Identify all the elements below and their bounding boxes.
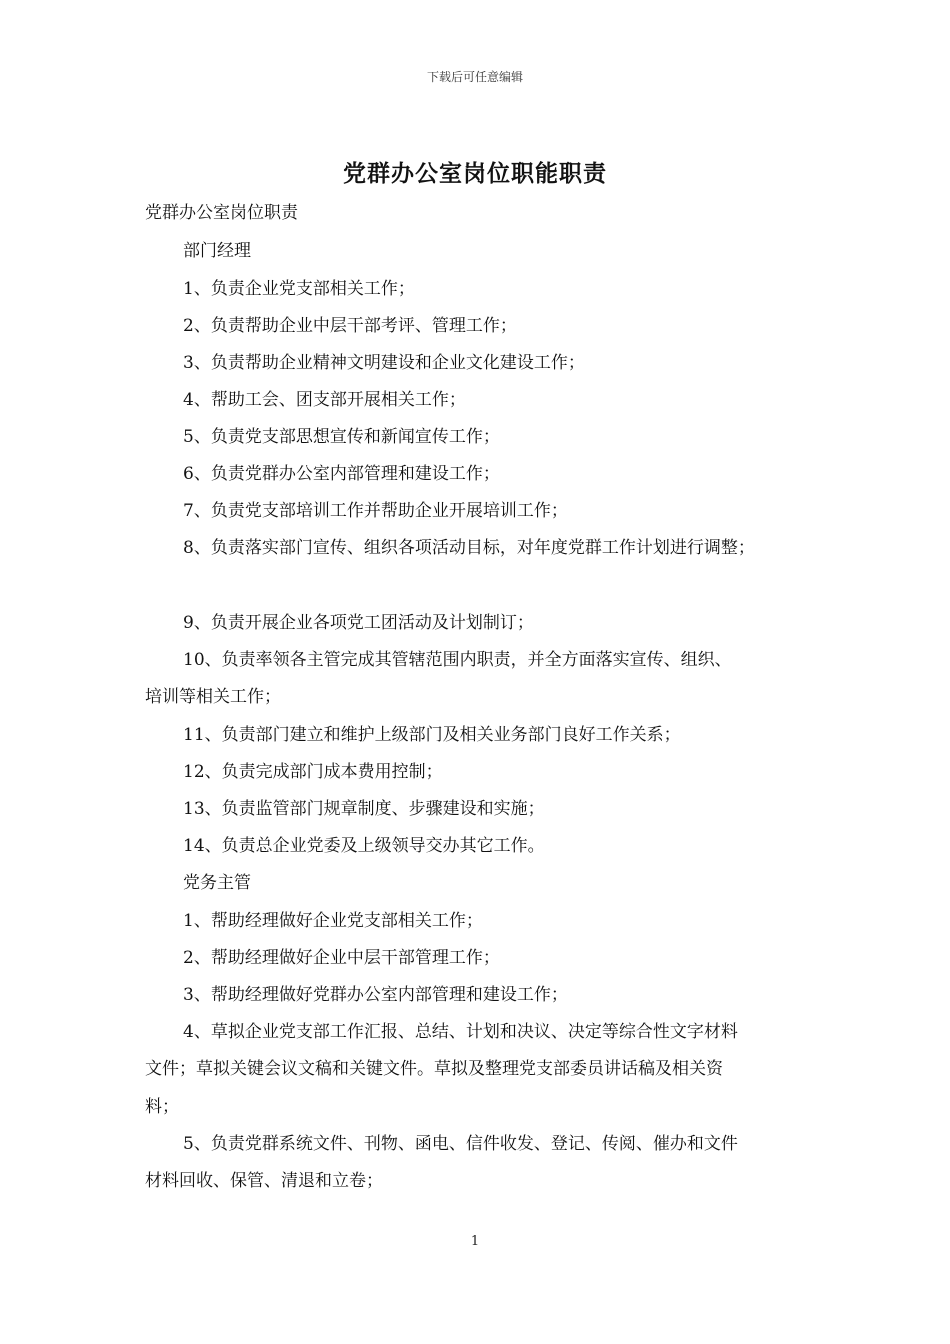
list-item: 14、负责总企业党委及上级领导交办其它工作。: [183, 836, 545, 856]
document-title: 党群办公室岗位职能职责: [343, 160, 607, 187]
list-item: 7、负责党支部培训工作并帮助企业开展培训工作；: [183, 501, 568, 521]
header-note: 下载后可任意编辑: [426, 70, 523, 84]
list-item: 8、负责落实部门宣传、组织各项活动目标，对年度党群工作计划进行调整；: [183, 538, 755, 558]
list-item: 2、帮助经理做好企业中层干部管理工作；: [183, 948, 500, 968]
list-item-continuation: 培训等相关工作；: [145, 687, 281, 707]
list-item: 3、帮助经理做好党群办公室内部管理和建设工作；: [183, 985, 568, 1005]
list-item: 6、负责党群办公室内部管理和建设工作；: [183, 464, 500, 484]
list-item: 12、负责完成部门成本费用控制；: [183, 762, 443, 782]
page-number: 1: [470, 1234, 480, 1249]
list-item: 9、负责开展企业各项党工团活动及计划制订；: [183, 613, 534, 633]
list-item: 3、负责帮助企业精神文明建设和企业文化建设工作；: [183, 353, 585, 373]
list-item: 1、负责企业党支部相关工作；: [183, 279, 415, 299]
list-item: 13、负责监管部门规章制度、步骤建设和实施；: [183, 799, 545, 819]
list-item: 1、帮助经理做好企业党支部相关工作；: [183, 911, 483, 931]
list-item: 2、负责帮助企业中层干部考评、管理工作；: [183, 316, 517, 336]
list-item-continuation: 料；: [145, 1097, 179, 1117]
list-item: 5、负责党群系统文件、刊物、函电、信件收发、登记、传阅、催办和文件: [183, 1134, 738, 1154]
list-item: 5、负责党支部思想宣传和新闻宣传工作；: [183, 427, 500, 447]
manager-heading: 部门经理: [183, 241, 251, 261]
supervisor-heading: 党务主管: [183, 873, 251, 893]
list-item: 10、负责率领各主管完成其管辖范围内职责，并全方面落实宣传、组织、: [183, 650, 732, 670]
list-item: 4、草拟企业党支部工作汇报、总结、计划和决议、决定等综合性文字材料: [183, 1022, 738, 1042]
section-title: 党群办公室岗位职责: [145, 203, 298, 223]
list-item: 4、帮助工会、团支部开展相关工作；: [183, 390, 466, 410]
list-item-continuation: 材料回收、保管、清退和立卷；: [145, 1171, 383, 1191]
list-item: 11、负责部门建立和维护上级部门及相关业务部门良好工作关系；: [183, 725, 681, 745]
list-item-continuation: 文件；草拟关键会议文稿和关键文件。草拟及整理党支部委员讲话稿及相关资: [145, 1059, 723, 1079]
